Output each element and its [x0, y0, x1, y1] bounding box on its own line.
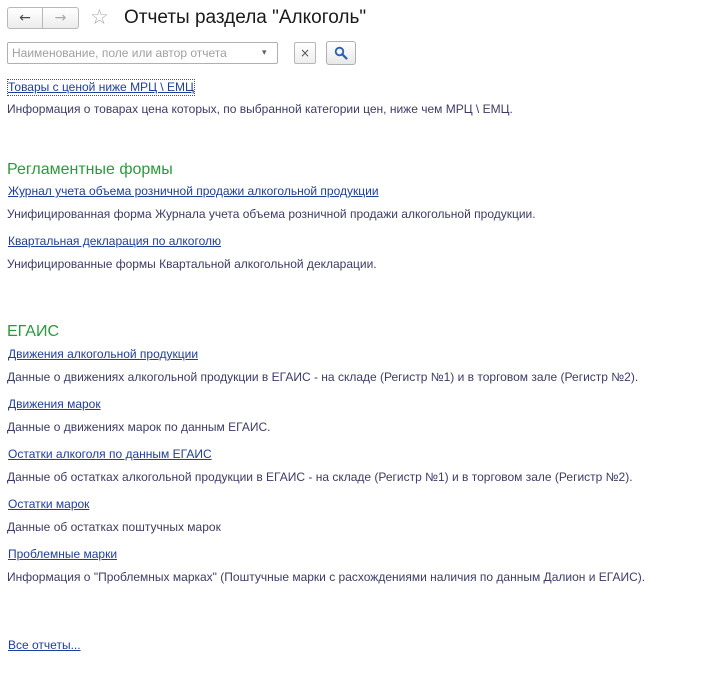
close-icon: ×	[299, 46, 311, 60]
report-description-stamp-balances: Данные об остатках поштучных марок	[7, 520, 221, 534]
section-title-egais: ЕГАИС	[7, 323, 59, 340]
report-link-below-mrc[interactable]: Товары с ценой ниже МРЦ \ ЕМЦ	[8, 80, 194, 94]
report-link-alcohol-balances[interactable]: Остатки алкоголя по данным ЕГАИС	[8, 447, 212, 461]
section-title-regulated-forms: Регламентные формы	[7, 161, 173, 178]
arrow-left-icon: ←	[19, 10, 31, 26]
search-input[interactable]	[7, 42, 278, 64]
report-link-alcohol-movements[interactable]: Движения алкогольной продукции	[8, 347, 199, 361]
search-button[interactable]	[326, 41, 356, 65]
report-link-stamp-balances[interactable]: Остатки марок	[8, 497, 90, 511]
all-reports-link[interactable]: Все отчеты...	[8, 638, 81, 652]
forward-button[interactable]	[43, 7, 79, 29]
report-description-stamp-movements: Данные о движениях марок по данным ЕГАИС.	[7, 420, 271, 434]
arrow-right-icon: →	[54, 10, 67, 26]
dropdown-arrow-icon[interactable]: ▾	[262, 48, 267, 58]
report-description-alcohol-movements: Данные о движениях алкогольной продукции в ЕГАИС - на складе (Регистр №1) и в торговом зале (Регистр №2).	[7, 370, 639, 384]
favorite-star-icon[interactable]: ☆	[90, 5, 109, 29]
clear-search-button[interactable]	[294, 42, 316, 64]
report-description-below-mrc: Информация о товарах цена которых, по выбранной категории цен, ниже чем МРЦ \ ЕМЦ.	[7, 102, 513, 116]
search-icon	[334, 46, 348, 60]
report-description-problem-stamps: Информация о "Проблемных марках" (Поштучные марки с расхождениями наличия по данным Далион и ЕГАИС).	[7, 570, 646, 584]
report-link-retail-journal[interactable]: Журнал учета объема розничной продажи алкогольной продукции	[8, 184, 379, 198]
report-description-retail-journal: Унифицированная форма Журнала учета объема розничной продажи алкогольной продукции.	[7, 207, 536, 221]
report-description-alcohol-balances: Данные об остатках алкогольной продукции в ЕГАИС - на складе (Регистр №1) и в торговом зале (Регистр №2).	[7, 470, 633, 484]
navigation-buttons	[7, 7, 79, 29]
report-description-quarterly-declaration: Унифицированные формы Квартальной алкогольной декларации.	[7, 257, 377, 271]
page-title: Отчеты раздела "Алкоголь"	[124, 7, 367, 28]
back-button[interactable]	[7, 7, 43, 29]
report-link-quarterly-declaration[interactable]: Квартальная декларация по алкоголю	[8, 234, 221, 248]
report-link-stamp-movements[interactable]: Движения марок	[8, 397, 101, 411]
report-link-problem-stamps[interactable]: Проблемные марки	[8, 547, 118, 561]
